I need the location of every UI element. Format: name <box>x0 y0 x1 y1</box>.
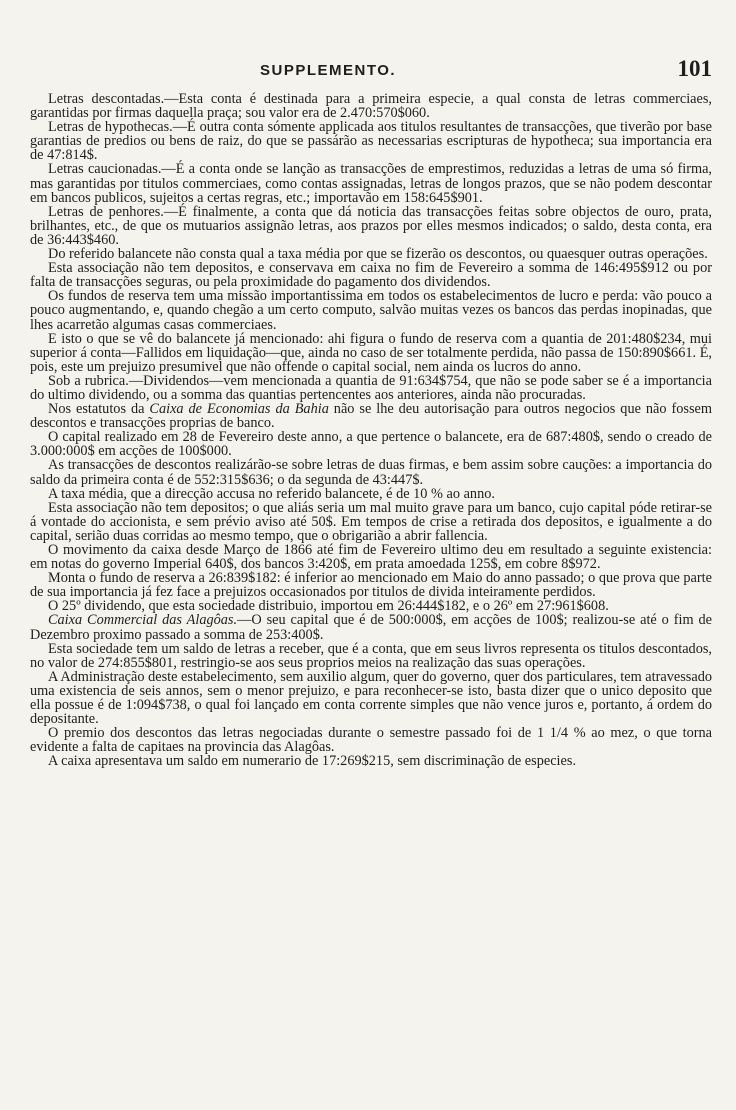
paragraph-letras-caucionadas: Letras caucionadas.—É a conta onde se lanção as transacções de emprestimos, reduzidas a letras de uma só firma, mas garantidas por titulos commerciaes, como contas assignadas, letras de longos prazos, que se não podem descontar em bancos publicos, sujeitos a certas regras, etc.; importavão em 158:645$901. <box>30 161 712 206</box>
institution-name: Caixa de Economias da Bahia <box>149 401 329 418</box>
document-page <box>30 0 712 1110</box>
paragraph-depositos-caixa: Esta associação não tem depositos, e conservava em caixa no fim de Fevereiro a somma de 146:495$912 ou por falta de transacções seguras, ou pela proximidade do pagamento dos dividendos. <box>30 260 712 291</box>
paragraph-taxa-media: Do referido balancete não consta qual a taxa média por que se fizerão os descontos, ou quaesquer outras operações. <box>48 246 708 263</box>
paragraph-premio-descontos: O premio dos descontos das letras negociadas durante o semestre passado foi de 1 1/4 % ao mez, o que torna evidente a falta de capitaes na provincia das Alagôas. <box>30 725 712 756</box>
institution-name: Caixa Commercial das Alagôas. <box>48 612 238 629</box>
page-number: 101 <box>677 56 712 81</box>
paragraph-letras-hypothecas: Letras de hypothecas.—É outra conta sómente applicada aos titulos resultantes de transacções, que tiverão por base garantias de predios ou bens de raiz, do que se passárão as necessarias escripturas de hypotheca; sua importancia era de 47:814$. <box>30 119 712 164</box>
paragraph-taxa-anual: A taxa média, que a direcção accusa no referido balancete, é de 10 % ao anno. <box>48 485 495 502</box>
paragraph-caixa-alagoas: Caixa Commercial das Alagôas.—O seu capital que é de 500:000$, em acções de 100$; realizou-se até o fim de Dezembro proximo passado a somma de 253:400$. <box>30 612 712 643</box>
running-title: SUPPLEMENTO. <box>260 62 397 79</box>
paragraph-capital-realizado: O capital realizado em 28 de Fevereiro deste anno, a que pertence o balancete, era de 687:480$, sendo o creado de 3.000:000$ em acções de 100$000. <box>30 429 712 460</box>
paragraph-dividendos: Sob a rubrica.—Dividendos—vem mencionada a quantia de 91:634$754, que não se pode saber se é a importancia do ultimo dividendo, ou a somma das quantias pertencentes aos anteriores, ainda não procuradas. <box>30 372 712 403</box>
page-header <box>30 56 712 86</box>
paragraph-letras-descontadas: Letras descontadas.—Esta conta é destinada para a primeira especie, a qual consta de letras commerciaes, garantidas por firmas daquella praça; sou valor era de 2.470:570$060. <box>30 91 712 122</box>
paragraph-estatutos-caixa-bahia: Nos estatutos da Caixa de Economias da Bahia não se lhe deu autorisação para outros negocios que não fossem descontos e transacções proprias de banco. <box>30 401 712 432</box>
body-text <box>30 92 712 769</box>
paragraph-transacoes-descontos: As transacções de descontos realizárão-se sobre letras de duas firmas, e bem assim sobre cauções: a importancia do saldo da primeira conta é de 552:315$636; o da segunda de 43:447$. <box>30 457 712 488</box>
paragraph-sem-depositos: Esta associação não tem depositos; o que aliás seria um mal muito grave para um banco, cujo capital póde retirar-se á vontade do accionista, e sem prévio aviso até 50$. Em tempos de crise a retirada dos depositos, e igualmente a do capital, serião duas corridas ao mesmo tempo, que o obrigarião a abrir fallencia. <box>30 499 712 544</box>
paragraph-balancete-reserva: E isto o que se vê do balancete já mencionado: ahi figura o fundo de reserva com a quantia de 201:480$234, mui superior á conta—Fallidos em liquidação—que, ainda no caso de ser totalmente perdida, não passa de 150:890$661. É, pois, este um prejuizo presumivel que não offende o capital social, nem ainda os lucros do anno. <box>30 330 712 375</box>
paragraph-letras-penhores: Letras de penhores.—É finalmente, a conta que dá noticia das transacções feitas sobre objectos de ouro, prata, brilhantes, etc., de que os mutuarios assignão letras, aos prazos por elles mesmos indicados; o saldo, desta conta, era de 36:443$460. <box>30 203 712 248</box>
paragraph-saldo-numerario: A caixa apresentava um saldo em numerario de 17:269$215, sem discriminação de especies. <box>48 753 577 770</box>
paragraph-administracao: A Administração deste estabelecimento, sem auxilio algum, quer do governo, quer dos particulares, tem atravessado uma existencia de seis annos, sem o menor prejuizo, e para reconhecer-se isto, basta dizer que o unico deposito que ella possue é de 1:094$738, o qual foi lançado em conta corrente simples que não vence juros e, portanto, á ordem do depositante. <box>30 668 712 728</box>
paragraph-fundos-reserva: Os fundos de reserva tem uma missão importantissima em todos os estabelecimentos de lucro e perda: vão pouco a pouco augmentando, e, quando chegão a um certo computo, salvão muitas vezes os bancos das perdas inopinadas, que lhes acarretão algumas casas commerciaes. <box>30 288 712 333</box>
paragraph-saldo-letras: Esta sociedade tem um saldo de letras a receber, que é a conta, que em seus livros representa os titulos descontados, no valor de 274:855$801, restringio-se aos seus proprios meios na realização das suas operações. <box>30 640 712 671</box>
paragraph-dividendos-25-26: O 25º dividendo, que esta sociedade distribuio, importou em 26:444$182, e o 26º em 27:961$608. <box>48 598 609 615</box>
paragraph-movimento-caixa: O movimento da caixa desde Março de 1866 até fim de Fevereiro ultimo deu em resultado a seguinte existencia: em notas do governo Imperial 640$, dos bancos 3:420$, em prata amoedada 125$, em cobre 8$972. <box>30 542 712 573</box>
paragraph-fundo-reserva-bahia: Monta o fundo de reserva a 26:839$182: é inferior ao mencionado em Maio do anno passado; o que prova que parte de sua importancia já fez face a prejuizos occasionados por titulos de divida inteiramente perdidos. <box>30 570 712 601</box>
